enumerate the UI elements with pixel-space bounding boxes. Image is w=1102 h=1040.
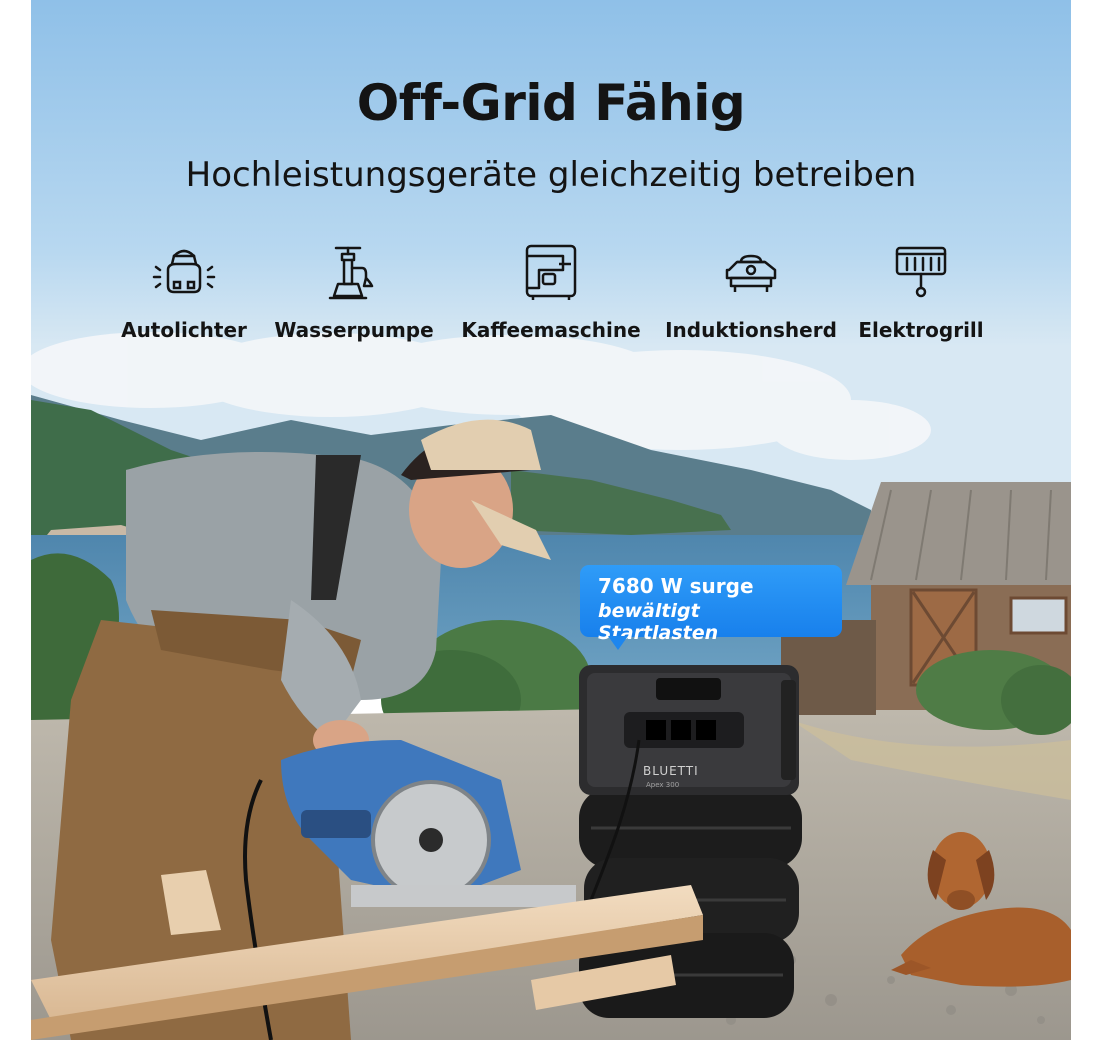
electric-grill-icon — [889, 240, 953, 304]
feature-label: Kaffeemaschine — [461, 318, 641, 342]
page-subtitle: Hochleistungsgeräte gleichzeitig betreiben — [185, 155, 917, 195]
feature-label: Induktionsherd — [665, 318, 837, 342]
page-title: Off-Grid Fähig — [356, 74, 746, 132]
callout-subline: bewältigt Startlasten — [598, 600, 719, 644]
feature-label: Wasserpumpe — [274, 318, 434, 342]
feature-autolichter — [89, 240, 279, 342]
feature-label: Autolichter — [121, 318, 247, 342]
induction-cooker-icon — [719, 240, 783, 304]
coffee-machine-icon — [519, 240, 583, 304]
feature-elektrogrill — [826, 240, 1016, 342]
svg-text:Apex 300: Apex 300 — [646, 781, 680, 789]
surge-callout — [580, 565, 842, 644]
feature-wasserpumpe — [259, 240, 449, 342]
svg-text:BLUETTI: BLUETTI — [643, 764, 699, 778]
feature-kaffeemaschine — [456, 240, 646, 342]
product-banner — [31, 0, 1071, 1040]
feature-label: Elektrogrill — [858, 318, 984, 342]
car-light-icon — [152, 240, 216, 304]
feature-induktionsherd — [656, 240, 846, 342]
callout-headline: 7680 W surge — [598, 574, 754, 598]
water-pump-icon — [322, 240, 386, 304]
